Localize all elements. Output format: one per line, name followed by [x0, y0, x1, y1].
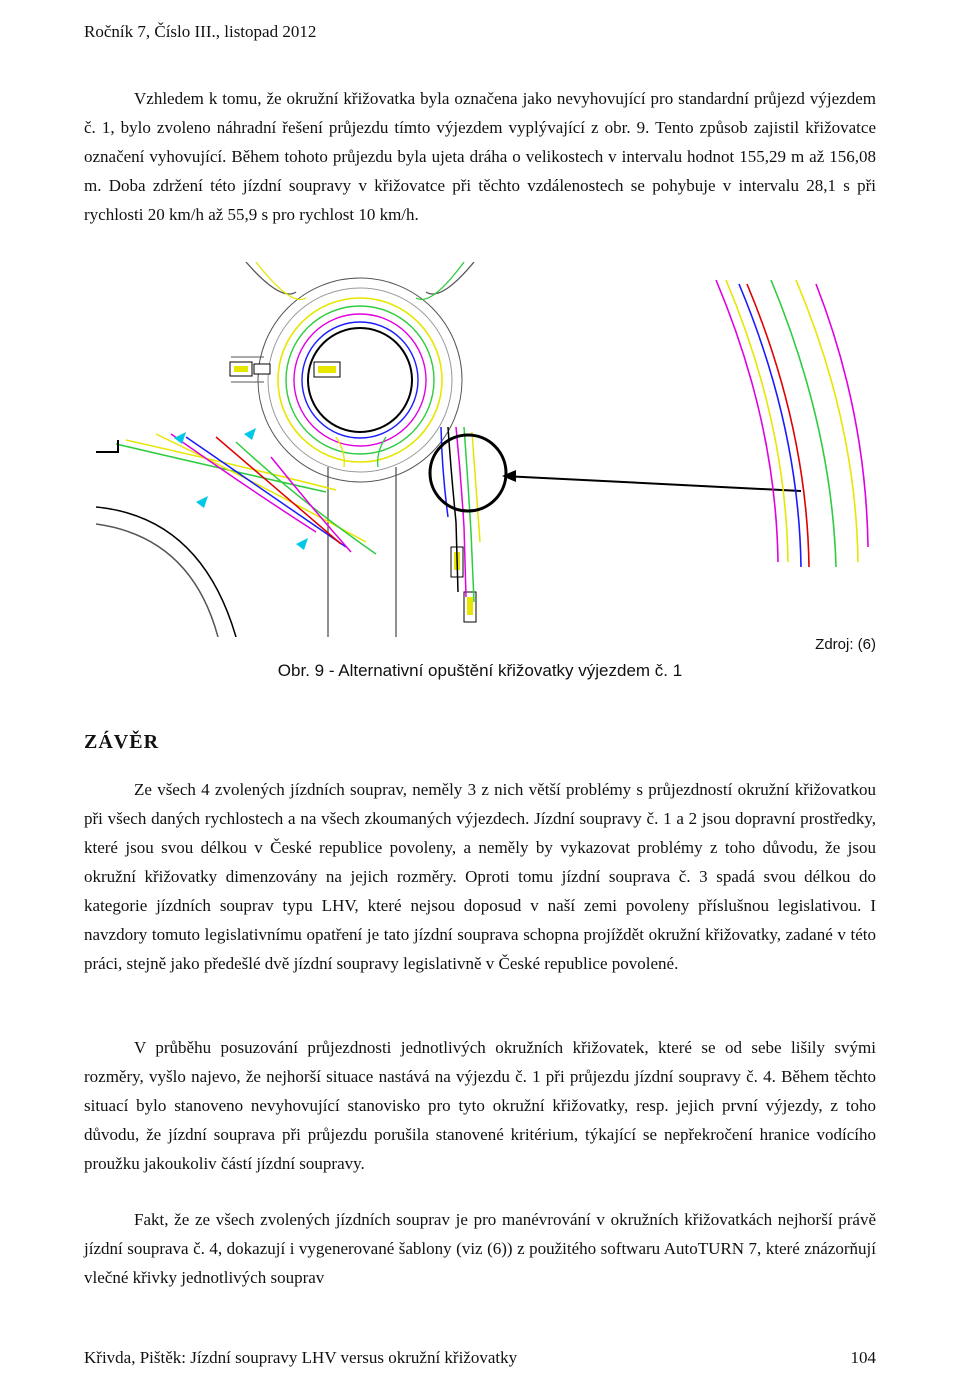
- page-number: 104: [850, 1348, 876, 1367]
- running-header: Ročník 7, Číslo III., listopad 2012: [84, 22, 317, 41]
- intro-paragraph: Vzhledem k tomu, že okružní křižovatka byla označena jako nevyhovující pro standardní průjezd výjezdem č. 1, bylo zvoleno náhradní řešení průjezdu tímto výjezdem vyplývající z obr. 9. Tento způsob zajistil křižovatce označení vyhovující. Během tohoto průjezdu byla ujeta dráha o velikostech v intervalu hodnot 155,29 m až 156,08 m. Doba zdržení této jízdní soupravy v křižovatce při těchto vzdálenostech se pohybuje v intervalu 28,1 s při rychlosti 20 km/h až 55,9 s pro rychlost 10 km/h.: [84, 89, 876, 224]
- left-curves: [96, 434, 376, 637]
- roundabout-figure: [96, 262, 876, 637]
- conclusion-paragraph-1: Ze všech 4 zvolených jízdních souprav, neměly 3 z nich větší problémy s průjezdností okružní křižovatkou při všech daných rychlostech a na všech zkoumaných výjezdech. Jízdní soupravy č. 1 a 2 jsou dopravní prostředky, které jsou svou délkou v České republice povoleny, a neměly by vykazovat problémy z toho důvodu, že jsou okružní křižovatky dimenzovány na jejich rozměry. Oproti tomu jízdní souprava č. 3 spadá svou délkou do kategorie jízdních souprav typu LHV, které nejsou doposud v naší zemi povoleny příslušnou legislativou. I navzdory tomuto legislativnímu opatření je tato jízdní souprava schopna projíždět okružní křižovatky, zadané v této práci, stejně jako předešlé dvě jízdní soupravy legislativně v České republice povolené.: [84, 780, 876, 973]
- west-approach: [230, 357, 340, 382]
- footer-authors-title: Křivda, Pištěk: Jízdní soupravy LHV versus okružní křižovatky: [84, 1348, 518, 1367]
- highlight-marker: [430, 435, 801, 511]
- conclusion-paragraph-2: V průběhu posuzování průjezdnosti jednotlivých okružních křižovatek, které se od sebe lišily svými rozměry, vyšlo najevo, že nejhorší situace nastává na výjezdu č. 1 při průjezdu jízdní soupravy č. 4. Během těchto situací bylo stanoveno nevyhovující stanovisko pro tyto okružní křižovatky, resp. jejich první výjezdy, z toho důvodu, že jízdní souprava při průjezdu porušila stanovené kritérium, týkající se nepřekročení hranice vodícího proužku jakoukoliv částí jízdní soupravy.: [84, 1038, 876, 1173]
- section-heading: ZÁVĚR: [84, 731, 160, 753]
- right-curves: [716, 280, 868, 567]
- page-footer: [84, 1348, 876, 1368]
- corner-mark: [96, 440, 118, 452]
- figure-caption: Obr. 9 - Alternativní opuštění křižovatky výjezdem č. 1: [277, 661, 683, 680]
- roundabout-rings: [258, 278, 462, 482]
- conclusion-paragraph-3: Fakt, že ze všech zvolených jízdních souprav je pro manévrování v okružních křižovatkách nejhorší právě jízdní souprava č. 4, dokazují i vygenerované šablony (viz (6)) z použitého softwaru AutoTURN 7, které znázorňují vlečné křivky jednotlivých souprav: [84, 1210, 876, 1287]
- figure-source: Zdroj: (6): [815, 636, 876, 653]
- top-arms: [246, 262, 474, 300]
